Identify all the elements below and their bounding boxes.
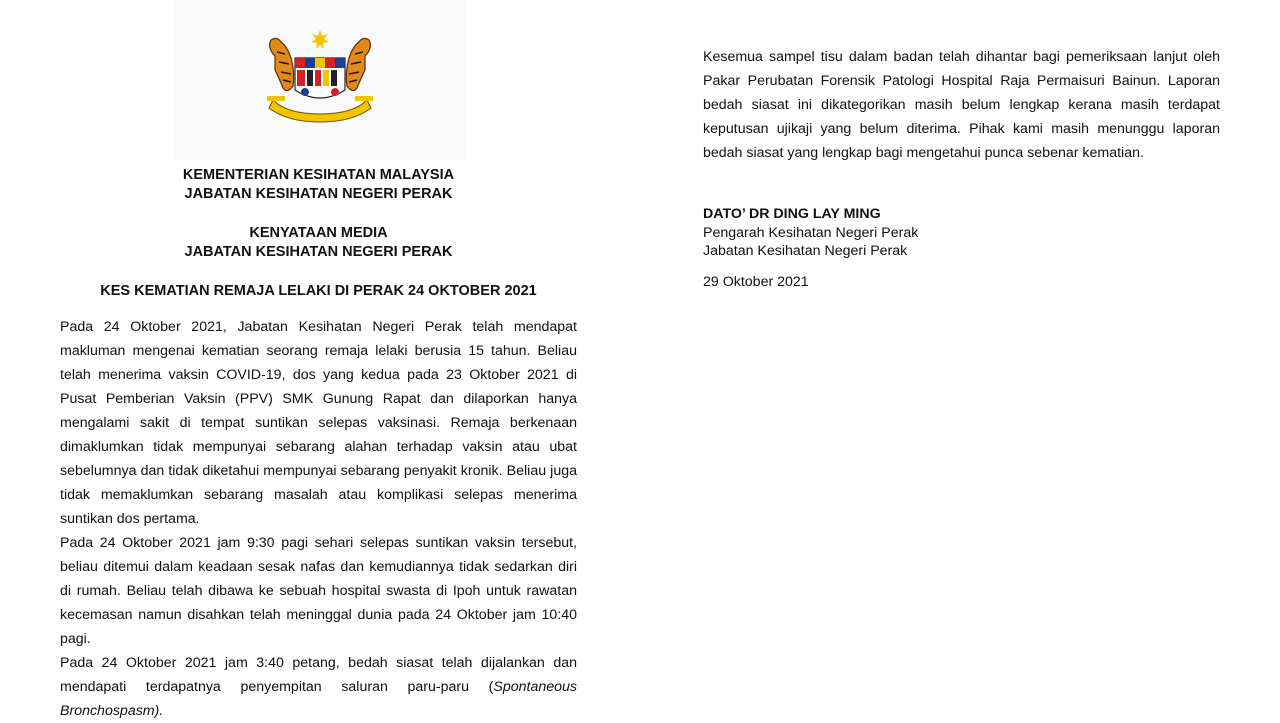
left-tiger-icon <box>270 38 294 90</box>
ministry-header <box>60 166 577 204</box>
statement-date: 29 Oktober 2021 <box>703 274 809 290</box>
ministry-name: KEMENTERIAN KESIHATAN MALAYSIA <box>182 167 455 183</box>
paragraph-1: Pada 24 Oktober 2021, Jabatan Kesihatan Negeri Perak telah mendapat makluman mengenai kematian seorang remaja lelaki berusia 15 tahun. Beliau telah menerima vaksin COVID-19, dos yang kedua pada 23 Oktober 2021 di Pusat Pemberian Vaksin (PPV) SMK Gunung Rapat dan dilaporkan hanya mengalami sakit di tempat suntikan selepas vaksinasi. Remaja berkenaan dimaklumkan tidak mempunyai sebarang alahan terhadap vaksin atau ubat sebelumnya dan tidak diketahui mempunyai sebarang penyakit kronik. Beliau juga tidak memaklumkan sebarang masalah atau komplikasi selepas menerima suntikan dos pertama. <box>60 319 577 527</box>
signatory-department: Jabatan Kesihatan Negeri Perak <box>703 243 908 259</box>
malaysia-coat-of-arms-icon <box>257 28 383 124</box>
statement-type: KENYATAAN MEDIA <box>249 225 388 241</box>
statement-header <box>60 224 577 262</box>
right-tiger-icon <box>346 38 370 90</box>
statement-title: KES KEMATIAN REMAJA LELAKI DI PERAK 24 OKTOBER 2021 <box>100 283 537 299</box>
paragraph-4: Kesemua sampel tisu dalam badan telah dihantar bagi pemeriksaan lanjut oleh Pakar Perubatan Forensik Patologi Hospital Raja Permaisuri Bainun. Laporan bedah siasat ini dikategorikan masih belum lengkap kerana masih terdapat keputusan ujikaji yang belum diterima. Pihak kami masih menunggu laporan bedah siasat yang lengkap bagi mengetahui punca sebenar kematian. <box>703 49 1220 161</box>
crest-area <box>175 0 467 160</box>
paragraph-3-text: Pada 24 Oktober 2021 jam 3:40 petang, bedah siasat telah dijalankan dan mendapati terdapatnya penyempitan saluran paru-paru ( <box>60 655 577 695</box>
signature-block <box>703 205 918 261</box>
paragraph-3 <box>60 651 577 723</box>
paragraph-3-italic: Spontaneous Bronchospasm). <box>60 679 577 719</box>
star-icon <box>311 30 329 49</box>
signatory-name: DATO’ DR DING LAY MING <box>703 206 881 222</box>
statement-title-wrap <box>60 282 577 301</box>
signatory-role: Pengarah Kesihatan Negeri Perak <box>703 224 919 241</box>
department-name: JABATAN KESIHATAN NEGERI PERAK <box>184 186 453 202</box>
paragraph-2: Pada 24 Oktober 2021 jam 9:30 pagi sehari selepas suntikan vaksin tersebut, beliau ditemui dalam keadaan sesak nafas dan kemudiannya tidak sedarkan diri di rumah. Beliau telah dibawa ke sebuah hospital swasta di Ipoh untuk rawatan kecemasan namun disahkan telah meninggal dunia pada 24 Oktober jam 10:40 pagi. <box>60 535 577 647</box>
statement-department: JABATAN KESIHATAN NEGERI PERAK <box>184 244 453 260</box>
motto-ribbon-icon <box>269 100 371 122</box>
